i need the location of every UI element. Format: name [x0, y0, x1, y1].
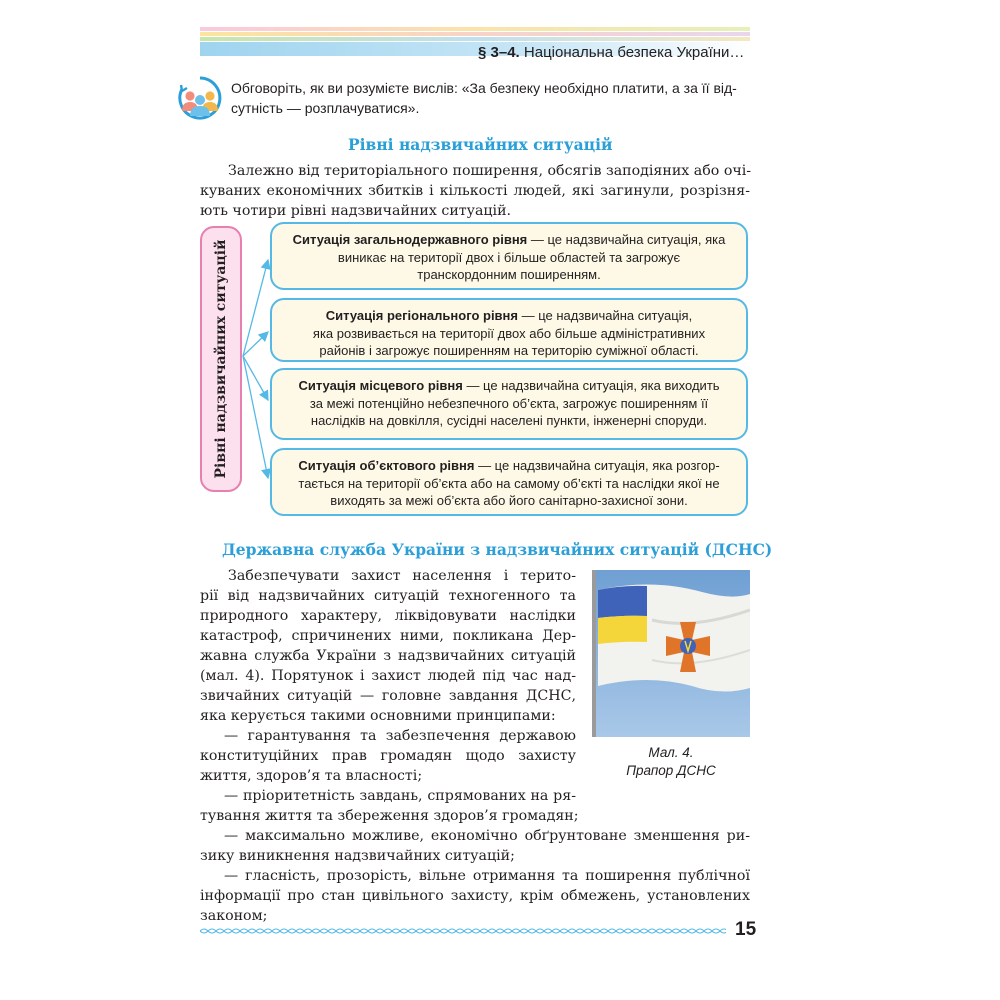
level-box-object: Ситуація об’єктового рівня — це надзвичайна ситуація, яка розгор- тається на території об’єкта або на самому об’єкті та наслідки якої не виходять за межі об’єкта або його санітарно-захисної зони. — [270, 448, 748, 516]
figure-caption: Мал. 4. Прапор ДСНС — [626, 745, 716, 778]
discussion-group-icon — [177, 75, 223, 121]
principles-list: — максимально можливе, економічно обґрунтоване зменшення ри- зику виникнення надзвичайних ситуацій; — гласність, прозорість, вільне отримання та поширення публічної інформації про стан цивільного захисту, крім обмежень, установлених законом; — [200, 828, 750, 924]
section-title-dsns: Державна служба України з надзвичайних ситуацій (ДСНС) — [222, 540, 773, 559]
dsns-flag-image — [592, 570, 750, 737]
level-box-national: Ситуація загальнодержавного рівня — це надзвичайна ситуація, яка виникає на території двох і більше областей та загрожує транскордонним поширенням. — [270, 222, 748, 290]
page-number: 15 — [735, 919, 757, 940]
section-title-levels: Рівні надзвичайних ситуацій — [348, 135, 613, 154]
levels-label-box — [200, 226, 242, 492]
levels-vertical-label: Рівні надзвичайних ситуацій — [213, 239, 229, 479]
dsns-paragraph: Забезпечувати захист населення і терито- рії від надзвичайних ситуацій техногенного та природного характеру, ліквідовувати наслідки катастроф, спричинених ними, покликана Дер- жавна служба України з надзвичайних ситуацій (мал. 4). Порятунок і захист людей під час над- звичайних ситуацій — головне завдання ДСНС, яка керується такими основними принципами: — гарантування та забезпечення державою конституційних прав громадян щодо захисту життя, здоров’я та власності; — пріоритетність завдань, спрямованих на ря- тування життя та збереження здоров’я громадян; — [200, 568, 579, 824]
level-box-local: Ситуація місцевого рівня — це надзвичайна ситуація, яка виходить за межі потенційно небезпечного об’єкта, загрожує поширенням її наслідків на довкілля, сусідні населені пункти, інженерні споруди. — [270, 368, 748, 440]
level-box-regional: Ситуація регіонального рівня — це надзвичайна ситуація, яка розвивається на території двох або більше адміністративних районів і загрожує поширенням на територію суміжної області. — [270, 298, 748, 362]
header-section-title: § 3–4. Національна безпека України… — [478, 44, 745, 61]
footer-wave-decoration — [200, 926, 726, 936]
discussion-prompt: Обговоріть, як ви розумієте вислів: «За безпеку необхідно платити, а за її від- сутність — розплачуватися». — [231, 80, 737, 116]
intro-paragraph: Залежно від територіального поширення, обсягів заподіяних або очі- куваних економічних збитків і кількості людей, які загинули, розрізня- ють чотири рівні надзвичайних ситуацій. — [200, 163, 752, 219]
